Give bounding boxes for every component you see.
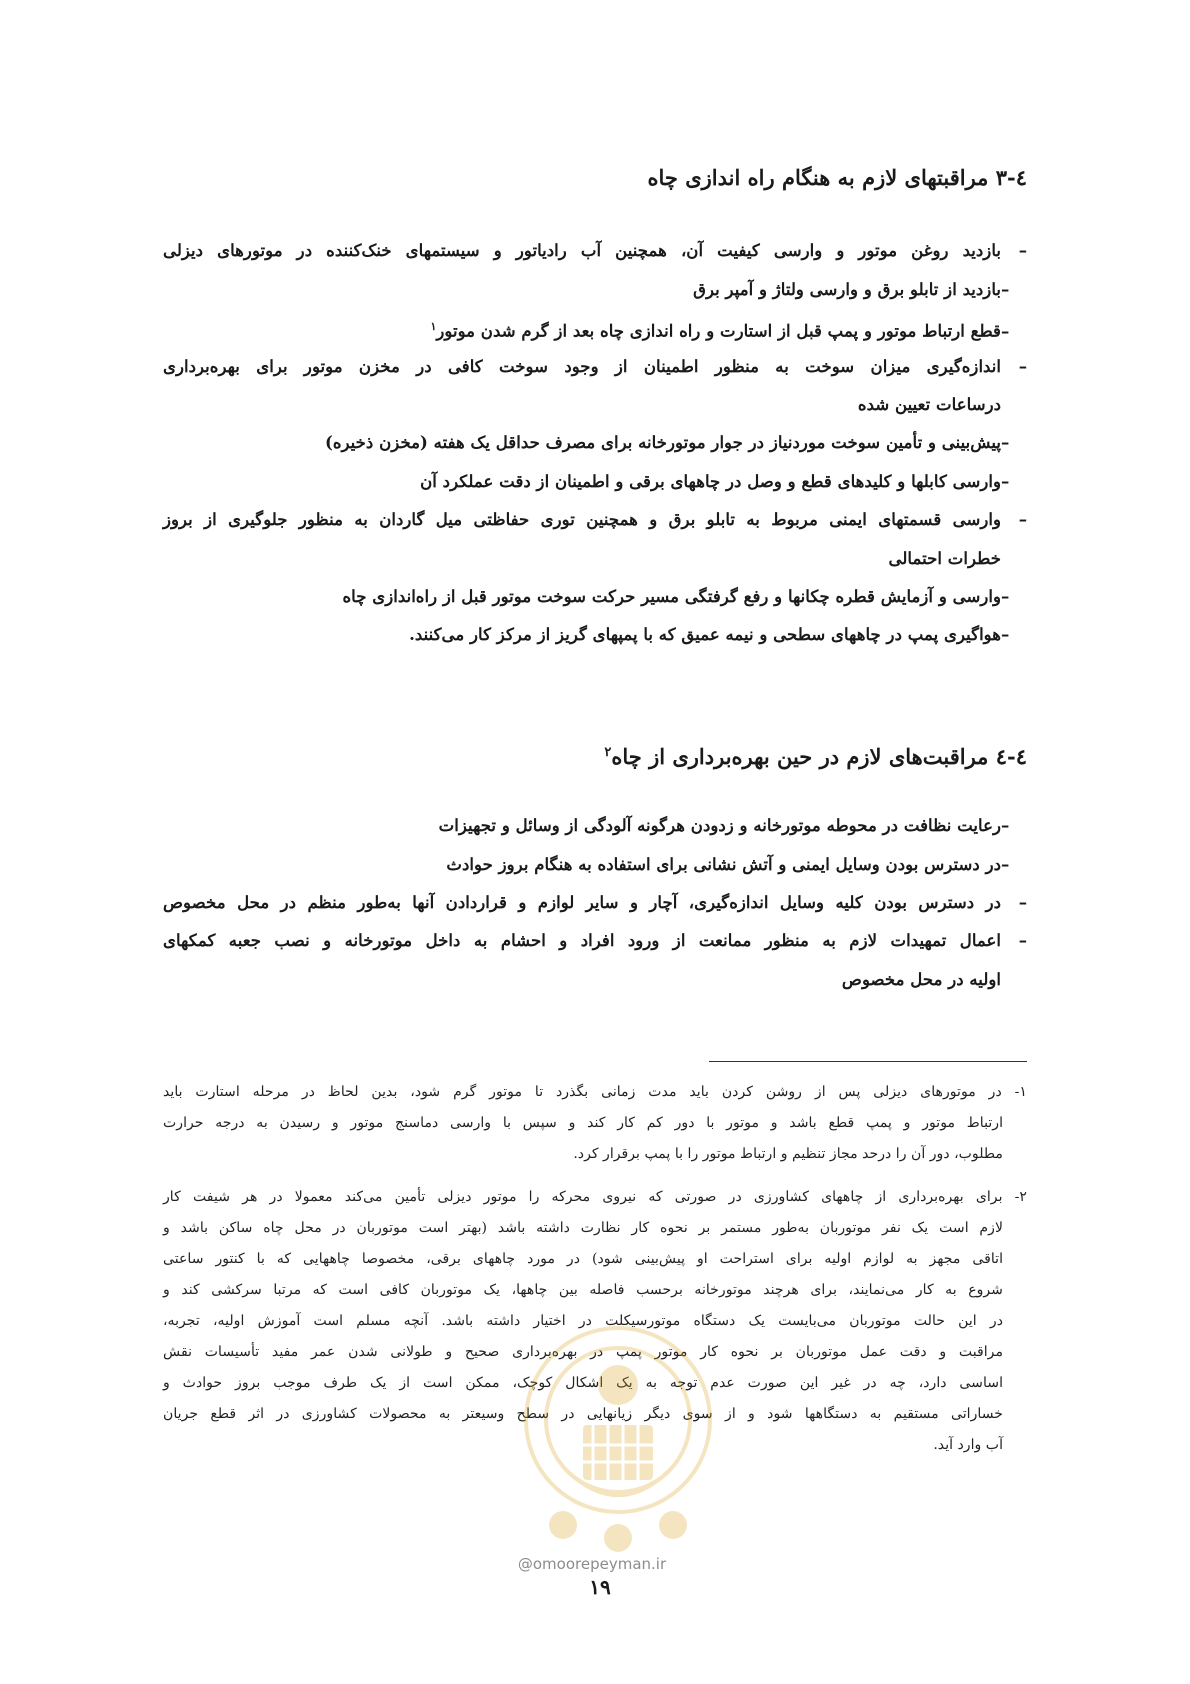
list-item: –وارسی و آزمایش قطره چکانها و رفع گرفتگی مسیر حرکت سوخت موتور قبل از راه‌اندازی چاه xyxy=(163,579,1027,613)
list-item-continuation: اولیه در محل مخصوص xyxy=(841,969,1001,989)
bullet-dash: – xyxy=(1001,279,1010,299)
list-item: –در دسترس بودن وسایل ایمنی و آتش نشانی برای استفاده به هنگام بروز حوادث xyxy=(163,847,1027,881)
bullet-dash: – xyxy=(1018,930,1027,950)
footnote-separator xyxy=(709,1061,1027,1062)
list-item-continuation: خطرات احتمالی xyxy=(888,548,1001,568)
watermark-url: @omoorepeyman.ir xyxy=(517,1555,667,1573)
footnote-line: ٢- برای بهره‌برداری از چاههای کشاورزی در صورتی که نیروی محرکه را موتور دیزلی تأمین می‌کند معمولا در هر شیفت کار xyxy=(163,1189,1027,1205)
footnote-line: ارتباط موتور و پمپ قطع باشد و موتور با دور کم کار کند و سپس با وارسی دماسنج موتور و رسیدن به درجه حرارت xyxy=(163,1115,1003,1131)
section-title: ٤-٤ مراقبت‌های لازم در حین بهره‌برداری از چاه xyxy=(611,744,1027,769)
list-item: –اعمال تمهیدات لازم به منظور ممانعت از ورود افراد و احشام به داخل موتورخانه و نصب جعبه کمکهای xyxy=(163,923,1027,957)
footnote-line: لازم است یک نفر موتوربان به‌طور مستمر بر نحوه کار نظارت داشته باشد (بهتر است موتوربان در محل چاه ساکن باشد و xyxy=(163,1220,1003,1236)
footnote-line: اتاقی مجهز به لوازم اولیه برای استراحت او پیش‌بینی شود) در مورد چاههای برقی، مخصوصا چاههایی که با کنتور ساعتی xyxy=(163,1251,1003,1267)
list-item: –وارسی قسمتهای ایمنی مربوط به تابلو برق و همچنین توری حفاظتی میل گاردان به منظور جلوگیری از بروز xyxy=(163,502,1027,536)
bullet-dash: – xyxy=(1001,586,1010,606)
section-heading xyxy=(163,160,1027,196)
section-title: ٤-٣ مراقبتهای لازم به هنگام راه اندازی چاه xyxy=(647,165,1027,190)
bullet-dash: – xyxy=(1018,356,1027,376)
bullet-dash: – xyxy=(1018,892,1027,912)
bullet-dash: – xyxy=(1018,509,1027,529)
list-item: –بازدید از تابلو برق و وارسی ولتاژ و آمپر برق xyxy=(163,272,1027,306)
bullet-dash: – xyxy=(1001,815,1010,835)
footnote-line: آب وارد آید. xyxy=(933,1437,1003,1453)
list-item: –پیش‌بینی و تأمین سوخت موردنیاز در جوار موتورخانه برای مصرف حداقل یک هفته (مخزن ذخیره) xyxy=(163,425,1027,459)
section-heading xyxy=(163,735,1027,775)
footnote-line: مراقبت و دقت عمل موتوربان بر نحوه کار موتور پمپ در بهره‌برداری صحیح و طولانی شدن عمر مفید تأسیسات نقش xyxy=(163,1344,1003,1360)
bullet-dash: – xyxy=(1018,240,1027,260)
gear-seal-logo-icon xyxy=(508,1300,728,1560)
bullet-dash: – xyxy=(1001,320,1010,341)
list-item-continuation: درساعات تعیین شده xyxy=(857,394,1001,414)
bullet-dash: – xyxy=(1001,432,1010,452)
list-item: –بازدید روغن موتور و وارسی کیفیت آن، همچنین آب رادیاتور و سیستمهای خنک‌کننده در موتورهای دیزلی xyxy=(163,233,1027,267)
bullet-dash: – xyxy=(1001,624,1010,644)
footnote-line: ١- در موتورهای دیزلی پس از روشن کردن باید مدت زمانی بگذرد تا موتور گرم شود، بدین لحاظ در مرحله استارت باید xyxy=(163,1084,1027,1100)
footnote-line: در این حالت موتوربان می‌بایست یک دستگاه موتورسیکلت در اختیار داشته باشد. آنچه مسلم است آموزش اولیه، تجربه، xyxy=(163,1313,1003,1329)
list-item: –هواگیری پمپ در چاههای سطحی و نیمه عمیق که با پمپهای گریز از مرکز کار می‌کنند. xyxy=(163,617,1027,651)
bullet-dash: – xyxy=(1001,854,1010,874)
list-item: –در دسترس بودن کلیه وسایل اندازه‌گیری، آچار و سایر لوازم و قراردادن آنها به‌طور منظم در محل مخصوص xyxy=(163,885,1027,919)
footnote-line: اساسی دارد، چه در غیر این صورت عدم توجه به یک اشکال کوچک، ممکن است از یک طرف موجب بروز حوادث و xyxy=(163,1375,1003,1391)
list-item: –قطع ارتباط موتور و پمپ قبل از استارت و راه اندازی چاه بعد از گرم شدن موتور$^١$ xyxy=(163,310,1027,348)
bullet-dash: – xyxy=(1001,471,1010,491)
page-number: ١٩ xyxy=(589,1575,611,1599)
at-icon: @ xyxy=(517,1555,533,1573)
list-item: –اندازه‌گیری میزان سوخت به منظور اطمینان از وجود سوخت کافی در مخزن موتور برای بهره‌برداری xyxy=(163,349,1027,383)
footnote-line: مطلوب، دور آن را درحد مجاز تنظیم و ارتباط موتور را با پمپ برقرار کرد. xyxy=(573,1146,1003,1162)
footnote-marker: ١ xyxy=(430,320,437,333)
footnote-line: خساراتی مستقیم به دستگاهها شود و از سوی دیگر زیانهایی در سطح وسیعتر به محصولات کشاورزی در اثر قطع جریان xyxy=(163,1406,1003,1422)
footnote-marker: ٢ xyxy=(604,745,612,760)
list-item: –وارسی کابلها و کلیدهای قطع و وصل در چاههای برقی و اطمینان از دقت عملکرد آن xyxy=(163,464,1027,498)
list-item: –رعایت نظافت در محوطه موتورخانه و زدودن هرگونه آلودگی از وسائل و تجهیزات xyxy=(163,808,1027,842)
footnote-line: شروع به کار می‌نمایند، برای هرچند موتورخانه برحسب فاصله بین چاهها، یک موتوربان کافی است که مرتبا سرکشی کند و xyxy=(163,1282,1003,1298)
